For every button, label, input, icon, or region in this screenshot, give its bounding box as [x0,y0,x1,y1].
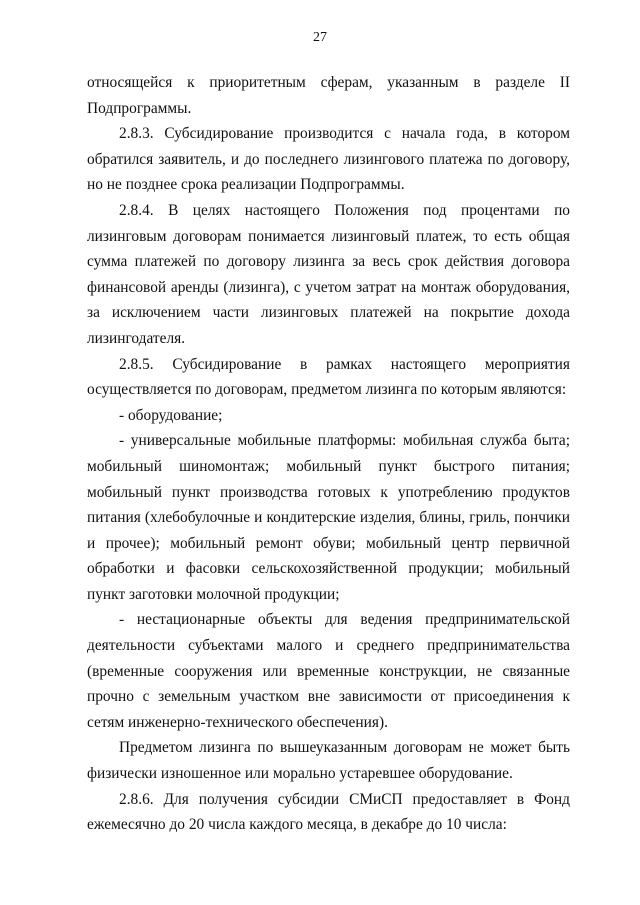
paragraph-2-8-5: 2.8.5. Субсидирование в рамках настоящего мероприятия осуществляется по договорам, предметом лизинга по которым являются: [87,355,570,399]
list-item-non-stationary-objects: - нестационарные объекты для ведения предпринимательской деятельности субъектами малого и среднего предпринимательства (временные сооружения или временные конструкции, не связанные прочно с земельным участком вне зависимости от присоединения к сетям инженерно-технического обеспечения). [87,611,570,731]
paragraph-continuation: относящейся к приоритетным сферам, указанным в разделе II Подпрограммы. [87,74,570,117]
list-item-equipment: - оборудование; [119,406,223,424]
paragraph-2-8-6: 2.8.6. Для получения субсидии СМиСП предоставляет в Фонд ежемесячно до 20 числа каждого месяца, в декабре до 10 числа: [87,790,570,834]
paragraph-leasing-restriction: Предметом лизинга по вышеуказанным договорам не может быть физически изношенное или морально устаревшее оборудование. [87,739,570,783]
paragraph-2-8-3: 2.8.3. Субсидирование производится с начала года, в котором обратился заявитель, и до последнего лизингового платежа по договору, но не позднее срока реализации Подпрограммы. [87,125,570,194]
list-item-mobile-platforms: - универсальные мобильные платформы: мобильная служба быта; мобильный шиномонтаж; мобильный пункт быстрого питания; мобильный пункт производства готовых к употреблению продуктов питания (хлебобулочные и кондитерские изделия, блины, гриль, пончики и прочее); мобильный ремонт обуви; мобильный центр первичной обработки и фасовки сельскохозяйственной продукции; мобильный пункт заготовки молочной продукции; [87,432,570,603]
document-body [87,70,570,838]
paragraph-2-8-4: 2.8.4. В целях настоящего Положения под процентами по лизинговым договорам понимается лизинговый платеж, то есть общая сумма платежей по договору лизинга за весь срок действия договора финансовой аренды (лизинга), с учетом затрат на монтаж оборудования, за исключением части лизинговых платежей на покрытие дохода лизингодателя. [87,201,570,347]
page-number: 27 [313,30,327,45]
